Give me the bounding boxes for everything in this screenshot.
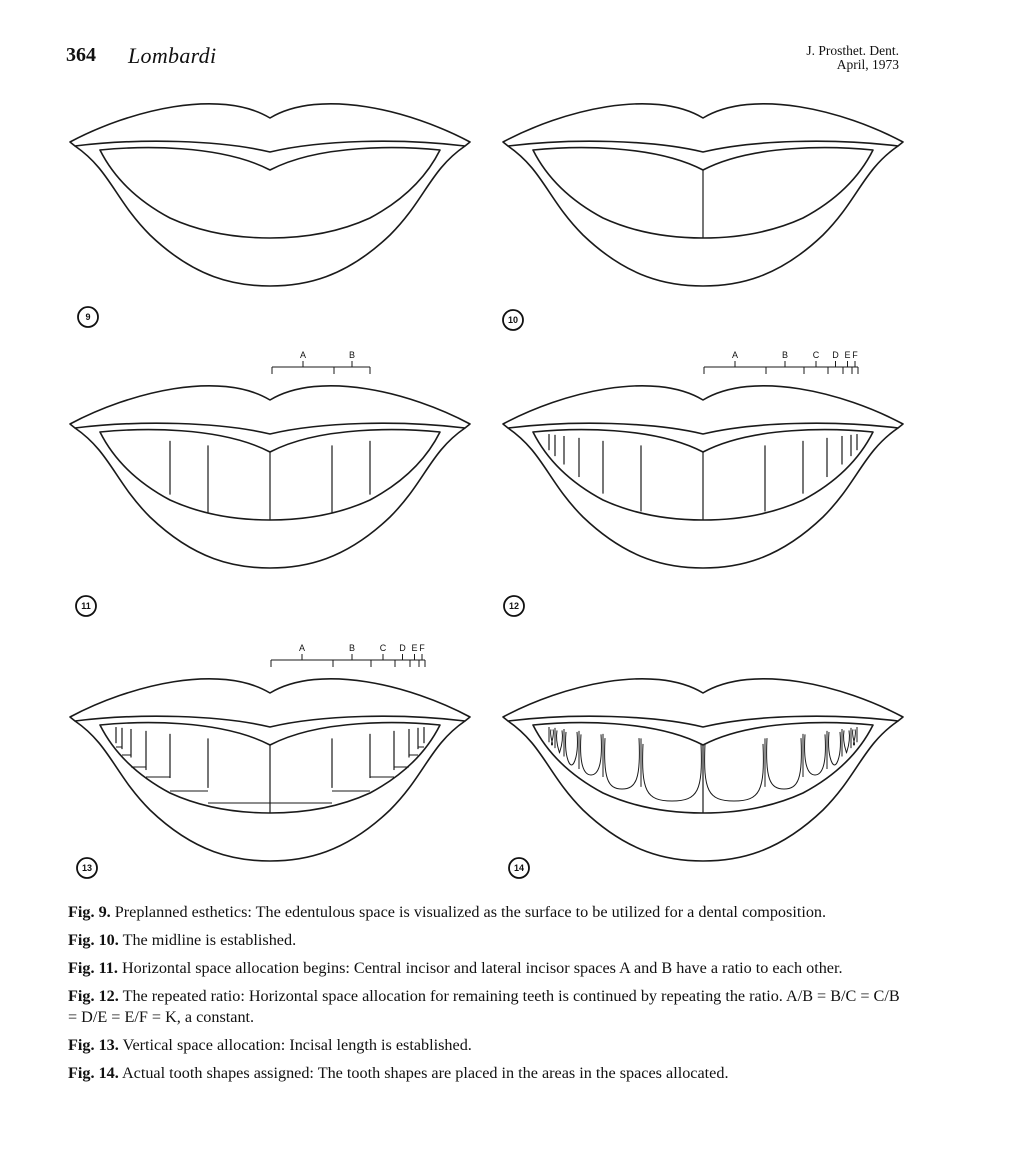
- caption-text: Horizontal space allocation begins: Central incisor and lateral incisor spaces A and B have a ratio to each other.: [121, 959, 843, 977]
- caption-label: Fig. 10.: [68, 931, 119, 949]
- ruler-label-A: A: [298, 643, 306, 653]
- journal-name: J. Prosthet. Dent.: [806, 43, 899, 58]
- caption-fig-10: [68, 930, 900, 951]
- lip-figure-13: [70, 643, 470, 861]
- ruler-label-D: D: [832, 350, 839, 360]
- tooth-shape: [829, 732, 841, 765]
- caption-label: Fig. 13.: [68, 1036, 119, 1054]
- tooth-shape: [767, 738, 802, 789]
- ruler-label-C: C: [812, 350, 820, 360]
- tooth-shape: [605, 738, 640, 789]
- tooth-shape: [551, 729, 554, 745]
- caption-text: Preplanned esthetics: The edentulous space is visualized as the surface to be utilized for a dental composition.: [114, 903, 827, 921]
- figure-number: 9: [85, 312, 91, 323]
- running-author: Lombardi: [128, 43, 217, 68]
- caption-label: Fig. 12.: [68, 987, 119, 1005]
- lip-outline: [70, 104, 470, 286]
- ruler-label-A: A: [731, 350, 739, 360]
- figure-number-badge: [77, 858, 97, 878]
- ruler-label-B: B: [781, 350, 789, 360]
- tooth-shape: [581, 734, 602, 775]
- proportion-ruler: [272, 350, 370, 374]
- caption-label: Fig. 11.: [68, 959, 118, 977]
- page-number: 364: [66, 44, 96, 66]
- proportion-ruler: [271, 643, 425, 667]
- figure-number-badge: [78, 307, 98, 327]
- caption-fig-9: [68, 902, 900, 923]
- caption-text: Vertical space allocation: Incisal length is established.: [122, 1036, 472, 1054]
- ruler-label-B: B: [348, 350, 356, 360]
- lip-figure-10: [503, 104, 903, 286]
- lip-figure-14: [503, 679, 903, 861]
- figure-number-badge: [504, 596, 524, 616]
- caption-fig-12: [68, 986, 900, 1028]
- figure-number: 14: [513, 863, 525, 874]
- ruler-label-B: B: [348, 643, 356, 653]
- lip-figure-12: [503, 350, 903, 568]
- lip-figure-11: [70, 350, 470, 568]
- ruler-label-C: C: [379, 643, 387, 653]
- tooth-shape: [805, 734, 826, 775]
- figure-captions: [68, 902, 900, 1091]
- ruler-label-E: E: [844, 350, 851, 360]
- ruler-label-E: E: [411, 643, 418, 653]
- ruler-label-F: F: [852, 350, 858, 360]
- lip-figure-9: [70, 104, 470, 286]
- caption-text: The repeated ratio: Horizontal space allocation for remaining teeth is continued by repeating the ratio. A/B = B/C = C/B = D/E = E/F = K, a constant.: [68, 987, 900, 1026]
- caption-text: The midline is established.: [122, 931, 297, 949]
- caption-fig-14: [68, 1063, 900, 1084]
- tooth-shape: [844, 730, 850, 753]
- ruler-label-D: D: [399, 643, 406, 653]
- caption-fig-13: [68, 1035, 900, 1056]
- tooth-shape: [853, 729, 856, 745]
- tooth-shape: [705, 744, 764, 801]
- figure-number-badge: [503, 310, 523, 330]
- caption-text: Actual tooth shapes assigned: The tooth shapes are placed in the areas in the spaces allocated.: [121, 1064, 729, 1082]
- figure-number: 11: [81, 601, 91, 612]
- figure-number-badge: [76, 596, 96, 616]
- caption-fig-11: [68, 958, 900, 979]
- caption-label: Fig. 9.: [68, 903, 111, 921]
- tooth-shape: [566, 732, 578, 765]
- tooth-shape: [557, 730, 563, 753]
- ruler-label-F: F: [419, 643, 425, 653]
- figure-number: 12: [508, 601, 520, 612]
- figure-number: 10: [507, 315, 519, 326]
- ruler-label-A: A: [299, 350, 307, 360]
- caption-label: Fig. 14.: [68, 1064, 119, 1082]
- figure-number: 13: [81, 863, 93, 874]
- journal-date: April, 1973: [836, 57, 899, 72]
- proportion-ruler: [704, 350, 858, 374]
- figure-number-badge: [509, 858, 529, 878]
- tooth-shape: [643, 744, 702, 801]
